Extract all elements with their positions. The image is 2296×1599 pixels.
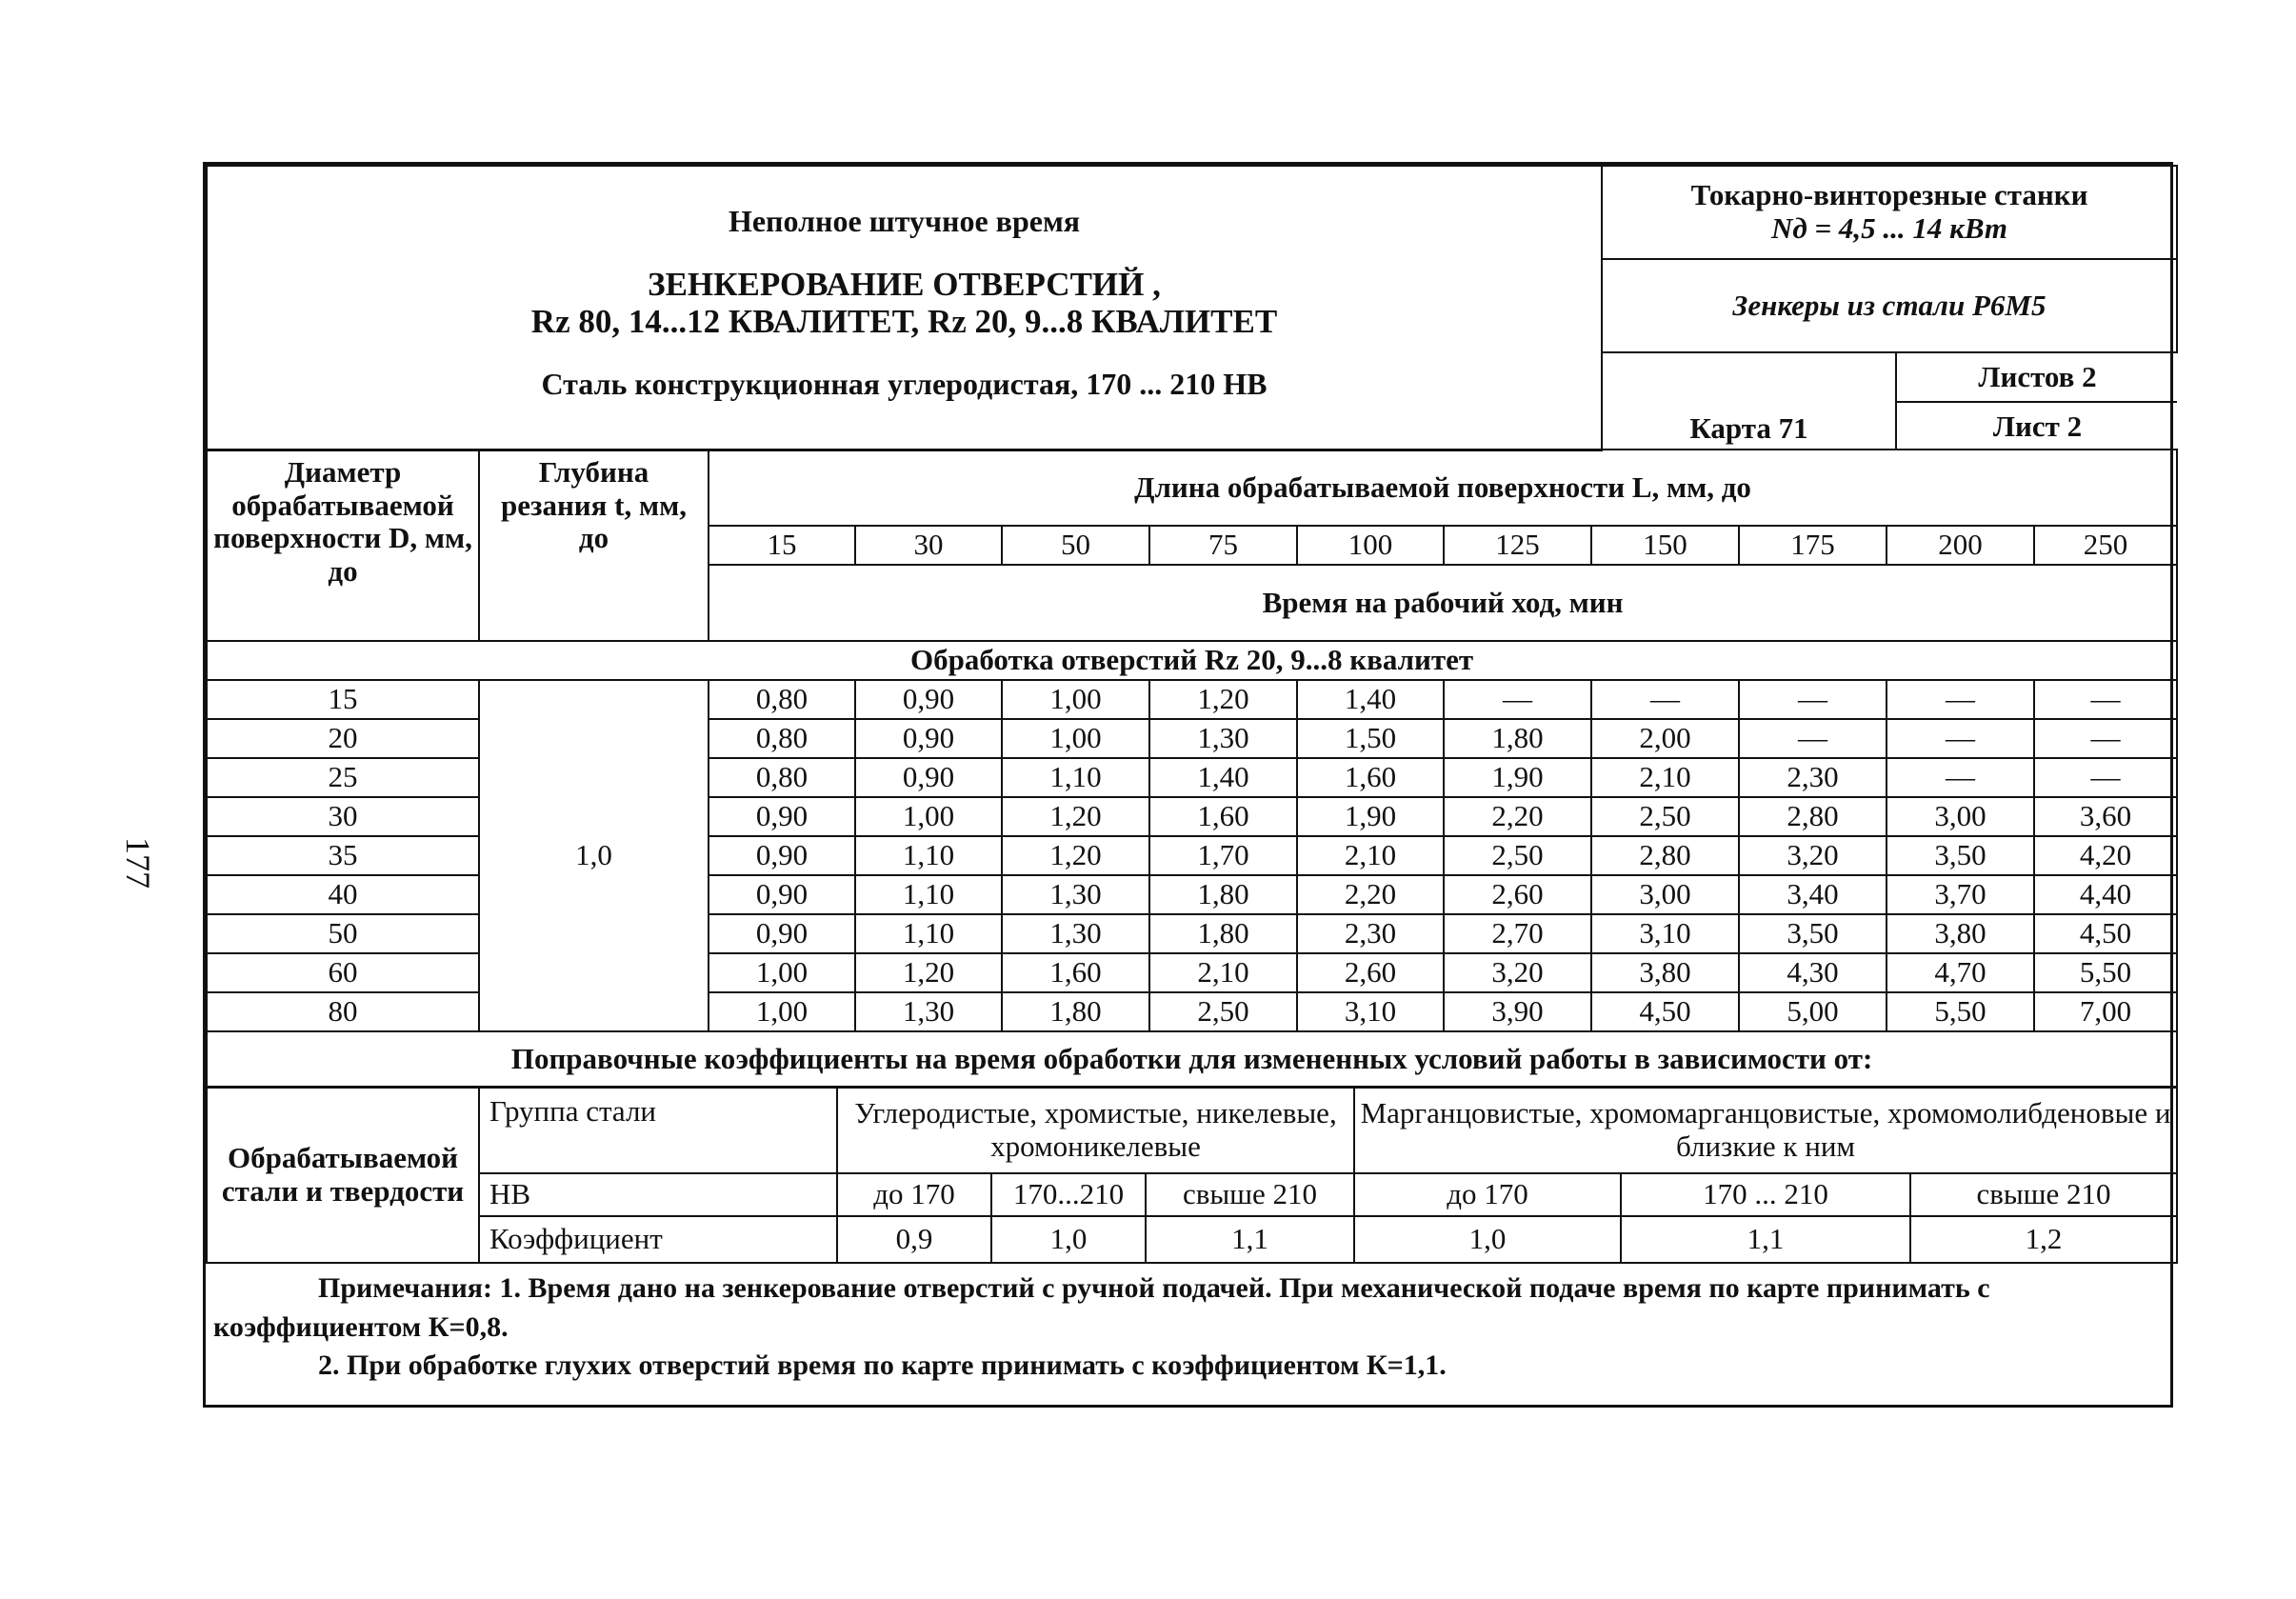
time-cell: 0,90 <box>709 797 855 836</box>
time-cell: 1,40 <box>1149 758 1297 797</box>
length-value: 125 <box>1444 526 1591 565</box>
time-cell: 5,00 <box>1739 992 1887 1031</box>
time-cell: 1,20 <box>1149 680 1297 719</box>
time-cell: 4,30 <box>1739 953 1887 992</box>
time-cell: 5,50 <box>2034 953 2177 992</box>
card-number: Карта 71 <box>1603 353 1896 450</box>
coef-left-label: Обрабатываемой стали и твердости <box>207 1088 479 1263</box>
time-cell: 2,10 <box>1297 836 1444 875</box>
time-cell: 0,90 <box>709 914 855 953</box>
length-value: 50 <box>1002 526 1149 565</box>
row-diameter: 80 <box>207 992 479 1031</box>
time-cell: 3,90 <box>1444 992 1591 1031</box>
title-operation <box>217 267 1591 340</box>
length-value: 75 <box>1149 526 1297 565</box>
time-cell: 7,00 <box>2034 992 2177 1031</box>
time-cell: 2,30 <box>1297 914 1444 953</box>
time-cell: 4,40 <box>2034 875 2177 914</box>
time-cell: 2,70 <box>1444 914 1591 953</box>
time-cell: 1,80 <box>1002 992 1149 1031</box>
time-cell: 1,30 <box>1002 914 1149 953</box>
time-cell: 1,00 <box>1002 719 1149 758</box>
time-cell: 2,60 <box>1444 875 1591 914</box>
tool-cell: Зенкеры из стали Р6М5 <box>1602 259 2177 352</box>
hb-row <box>207 1173 2177 1216</box>
row-diameter: 25 <box>207 758 479 797</box>
k-row <box>207 1216 2177 1263</box>
time-cell: 1,10 <box>1002 758 1149 797</box>
time-cell: 1,80 <box>1444 719 1591 758</box>
time-cell: 3,40 <box>1739 875 1887 914</box>
table-row <box>207 680 2177 719</box>
time-cell: 4,50 <box>1591 992 1739 1031</box>
time-cell: 2,10 <box>1591 758 1739 797</box>
time-cell: 1,80 <box>1149 914 1297 953</box>
time-cell: — <box>1591 680 1739 719</box>
time-cell: 0,90 <box>855 719 1002 758</box>
time-cell: 1,30 <box>1002 875 1149 914</box>
time-cell: — <box>1444 680 1591 719</box>
machine-name: Токарно-винторезные станки <box>1690 178 2088 212</box>
time-cell: 0,80 <box>709 758 855 797</box>
time-cell: 3,20 <box>1444 953 1591 992</box>
time-cell: 1,20 <box>1002 797 1149 836</box>
time-cell: 2,80 <box>1591 836 1739 875</box>
time-cell: 2,50 <box>1149 992 1297 1031</box>
time-cell: — <box>1739 719 1887 758</box>
time-cell: 1,00 <box>709 953 855 992</box>
length-value: 100 <box>1297 526 1444 565</box>
time-table <box>206 449 2178 1088</box>
title-incomplete-time: Неполное штучное время <box>728 204 1081 239</box>
section-title: Обработка отверстий Rz 20, 9...8 квалитет <box>207 641 2177 680</box>
length-value: 15 <box>709 526 855 565</box>
time-cell: 2,10 <box>1149 953 1297 992</box>
time-cell: 0,80 <box>709 719 855 758</box>
time-cell: 1,10 <box>855 836 1002 875</box>
time-cell: — <box>1887 680 2034 719</box>
k-value: 0,9 <box>837 1216 991 1263</box>
time-cell: 3,50 <box>1739 914 1887 953</box>
time-cell: 2,80 <box>1739 797 1887 836</box>
time-cell: — <box>2034 719 2177 758</box>
card-sheet-info <box>1603 353 2177 450</box>
time-cell: 4,70 <box>1887 953 2034 992</box>
time-cell: 2,50 <box>1591 797 1739 836</box>
length-value: 250 <box>2034 526 2177 565</box>
time-cell: 1,90 <box>1297 797 1444 836</box>
title-material: Сталь конструкционная углеродистая, 170 ... 210 НВ <box>541 367 1268 401</box>
machine-cell <box>1602 166 2177 259</box>
machine-power: Nд = 4,5 ... 14 кВт <box>1770 211 2008 245</box>
row-diameter: 30 <box>207 797 479 836</box>
correction-title: Поправочные коэффициенты на время обработки для измененных условий работы в зависимости от: <box>207 1031 2177 1087</box>
row-diameter: 35 <box>207 836 479 875</box>
time-cell: — <box>1739 680 1887 719</box>
hb-value: 170...210 <box>991 1173 1146 1216</box>
time-cell: 0,90 <box>855 758 1002 797</box>
hb-value: свыше 210 <box>1146 1173 1354 1216</box>
k-value: 1,2 <box>1910 1216 2177 1263</box>
time-cell: 3,80 <box>1591 953 1739 992</box>
title-operation-line2: Rz 80, 14...12 КВАЛИТЕТ, Rz 20, 9...8 КВАЛИТЕТ <box>530 302 1278 340</box>
col-depth-header: Глубина резания t, мм, до <box>479 450 709 641</box>
time-cell: 1,50 <box>1297 719 1444 758</box>
col-diameter-header: Диаметр обрабатываемой поверхности D, мм, до <box>207 450 479 641</box>
steel-group-2: Марганцовистые, хромомарганцовистые, хромомолибденовые и близкие к ним <box>1354 1088 2177 1173</box>
time-cell: 0,90 <box>709 836 855 875</box>
sheets-total: Листов 2 <box>1896 353 2177 402</box>
time-cell: 1,90 <box>1444 758 1591 797</box>
time-cell: 2,50 <box>1444 836 1591 875</box>
hb-value: до 170 <box>1354 1173 1621 1216</box>
coefficient-table <box>206 1087 2178 1264</box>
time-cell: 3,10 <box>1297 992 1444 1031</box>
row-diameter: 15 <box>207 680 479 719</box>
time-cell: 1,70 <box>1149 836 1297 875</box>
time-cell: 1,30 <box>855 992 1002 1031</box>
time-cell: 1,00 <box>855 797 1002 836</box>
time-cell: 3,00 <box>1591 875 1739 914</box>
time-cell: 1,10 <box>855 914 1002 953</box>
time-cell: 1,20 <box>855 953 1002 992</box>
time-cell: 3,00 <box>1887 797 2034 836</box>
coef-row-steel-group: Группа стали <box>479 1088 837 1173</box>
time-cell: 0,90 <box>709 875 855 914</box>
note-2: 2. При обработке глухих отверстий время по карте принимать с коэффициентом К=1,1. <box>318 1349 1447 1381</box>
time-cell: — <box>1887 719 2034 758</box>
steel-group-1: Углеродистые, хромистые, никелевые, хромоникелевые <box>837 1088 1354 1173</box>
time-cell: 3,20 <box>1739 836 1887 875</box>
row-diameter: 50 <box>207 914 479 953</box>
time-cell: — <box>1887 758 2034 797</box>
time-cell: 1,30 <box>1149 719 1297 758</box>
time-rows <box>207 680 2177 1031</box>
coef-row-hb: НВ <box>479 1173 837 1216</box>
time-cell: 2,60 <box>1297 953 1444 992</box>
time-cell: 5,50 <box>1887 992 2034 1031</box>
notes <box>206 1262 2170 1405</box>
time-cell: 1,60 <box>1149 797 1297 836</box>
time-cell: 4,50 <box>2034 914 2177 953</box>
time-cell: 4,20 <box>2034 836 2177 875</box>
col-length-header: Длина обрабатываемой поверхности L, мм, до <box>709 450 2177 526</box>
time-cell: 3,60 <box>2034 797 2177 836</box>
title-operation-line1: ЗЕНКЕРОВАНИЕ ОТВЕРСТИЙ , <box>648 266 1161 303</box>
length-value: 30 <box>855 526 1002 565</box>
time-cell: 3,80 <box>1887 914 2034 953</box>
hb-value: 170 ... 210 <box>1621 1173 1910 1216</box>
time-cell: 1,00 <box>709 992 855 1031</box>
time-cell: 1,60 <box>1297 758 1444 797</box>
card-title-block <box>207 166 1602 450</box>
time-cell: 2,20 <box>1444 797 1591 836</box>
coef-row-k: Коэффициент <box>479 1216 837 1263</box>
row-diameter: 40 <box>207 875 479 914</box>
page-number: 177 <box>119 837 157 889</box>
time-cell: — <box>2034 680 2177 719</box>
time-cell: 1,10 <box>855 875 1002 914</box>
sheet-number: Лист 2 <box>1896 402 2177 450</box>
depth-value: 1,0 <box>479 680 709 1031</box>
time-cell: 1,00 <box>1002 680 1149 719</box>
time-cell: 0,80 <box>709 680 855 719</box>
norm-card <box>203 162 2173 1408</box>
time-cell: 3,70 <box>1887 875 2034 914</box>
length-value: 200 <box>1887 526 2034 565</box>
length-value: 175 <box>1739 526 1887 565</box>
time-cell: 0,90 <box>855 680 1002 719</box>
time-cell: 3,50 <box>1887 836 2034 875</box>
length-value: 150 <box>1591 526 1739 565</box>
time-cell: 3,10 <box>1591 914 1739 953</box>
time-cell: 2,30 <box>1739 758 1887 797</box>
time-cell: 1,80 <box>1149 875 1297 914</box>
card-header <box>206 165 2178 451</box>
k-value: 1,0 <box>991 1216 1146 1263</box>
time-cell: 1,20 <box>1002 836 1149 875</box>
hb-value: свыше 210 <box>1910 1173 2177 1216</box>
k-value: 1,1 <box>1621 1216 1910 1263</box>
k-value: 1,0 <box>1354 1216 1621 1263</box>
time-cell: 1,40 <box>1297 680 1444 719</box>
time-label: Время на рабочий ход, мин <box>709 565 2177 641</box>
time-cell: 2,00 <box>1591 719 1739 758</box>
row-diameter: 60 <box>207 953 479 992</box>
row-diameter: 20 <box>207 719 479 758</box>
k-value: 1,1 <box>1146 1216 1354 1263</box>
note-1: Примечания: 1. Время дано на зенкерование отверстий с ручной подачей. При механической подаче время по карте принимать с коэффициентом К=0,8. <box>213 1272 1990 1343</box>
time-cell: — <box>2034 758 2177 797</box>
time-cell: 2,20 <box>1297 875 1444 914</box>
hb-value: до 170 <box>837 1173 991 1216</box>
time-cell: 1,60 <box>1002 953 1149 992</box>
